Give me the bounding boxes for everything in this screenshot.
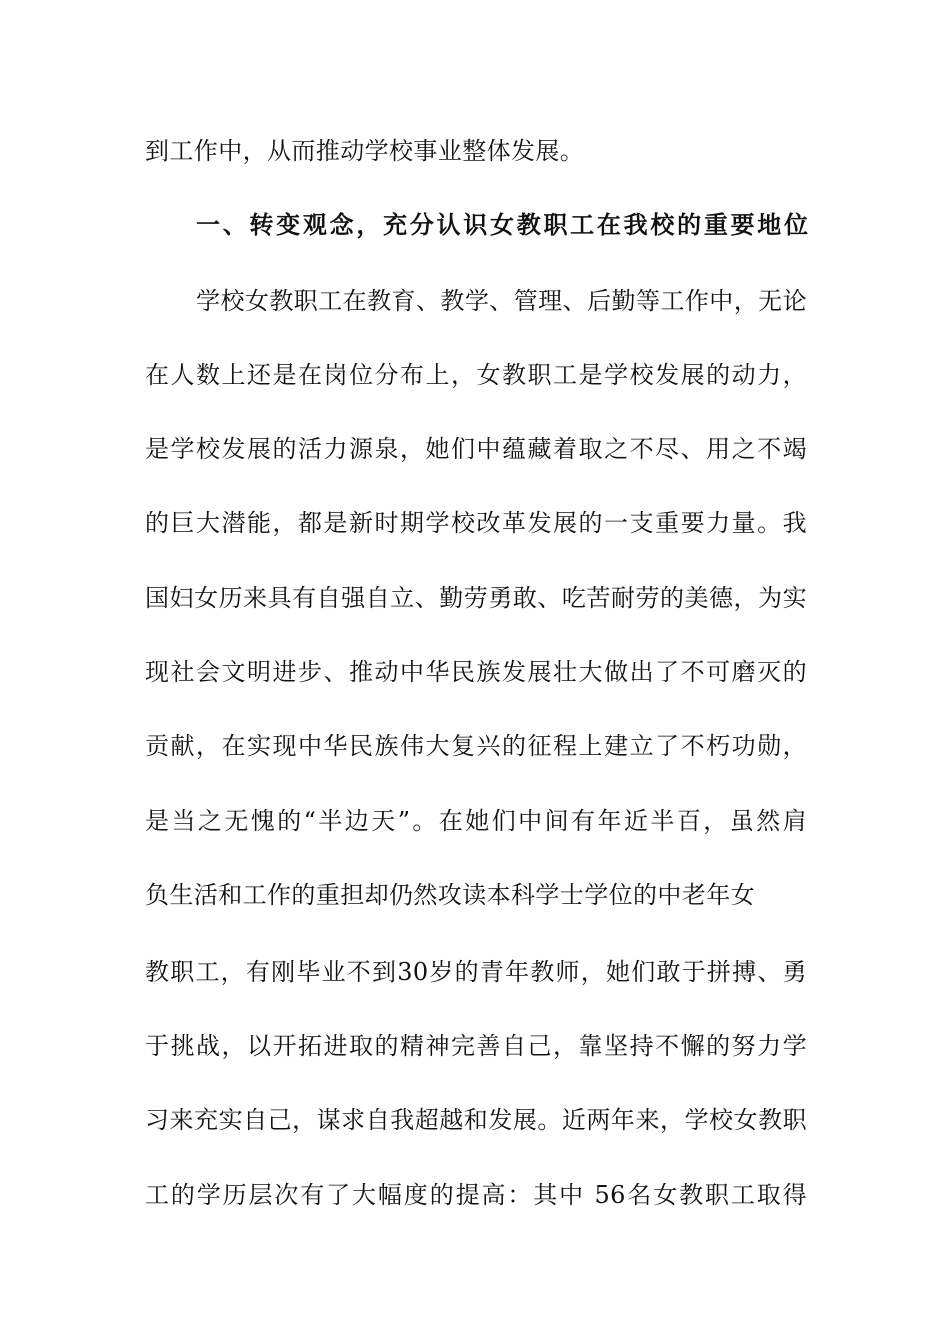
paragraph-line: 教职工，有刚毕业不到30岁的青年教师，她们敢于拼搏、勇 — [145, 958, 807, 986]
paragraph-line: 习来充实自己，谋求自我超越和发展。近两年来，学校女教职 — [145, 1106, 807, 1134]
paragraph-line: 贡献，在实现中华民族伟大复兴的征程上建立了不朽功勋， — [145, 732, 807, 760]
paragraph-line: 工的学历层次有了大幅度的提高：其中 56名女教职工取得 — [145, 1181, 807, 1209]
paragraph-line: 负生活和工作的重担却仍然攻读本科学士学位的中老年女 — [145, 881, 755, 909]
paragraph-line: 是当之无愧的“半边天”。在她们中间有年近半百，虽然肩 — [145, 807, 807, 835]
paragraph-line: 在人数上还是在岗位分布上，女教职工是学校发展的动力， — [145, 361, 807, 389]
section-heading: 一、转变观念，充分认识女教职工在我校的重要地位 — [196, 211, 808, 239]
paragraph-line: 国妇女历来具有自强自立、勤劳勇敢、吃苦耐劳的美德，为实 — [145, 584, 807, 612]
paragraph-line: 到工作中，从而推动学校事业整体发展。 — [145, 137, 585, 165]
paragraph-line: 的巨大潜能，都是新时期学校改革发展的一支重要力量。我 — [145, 509, 807, 537]
paragraph-line: 学校女教职工在教育、教学、管理、后勤等工作中，无论 — [196, 287, 807, 315]
paragraph-line: 是学校发展的活力源泉，她们中蕴藏着取之不尽、用之不竭 — [145, 435, 807, 463]
paragraph-line: 于挑战，以开拓进取的精神完善自己，靠坚持不懈的努力学 — [145, 1032, 807, 1060]
paragraph-line: 现社会文明进步、推动中华民族发展壮大做出了不可磨灭的 — [145, 658, 807, 686]
